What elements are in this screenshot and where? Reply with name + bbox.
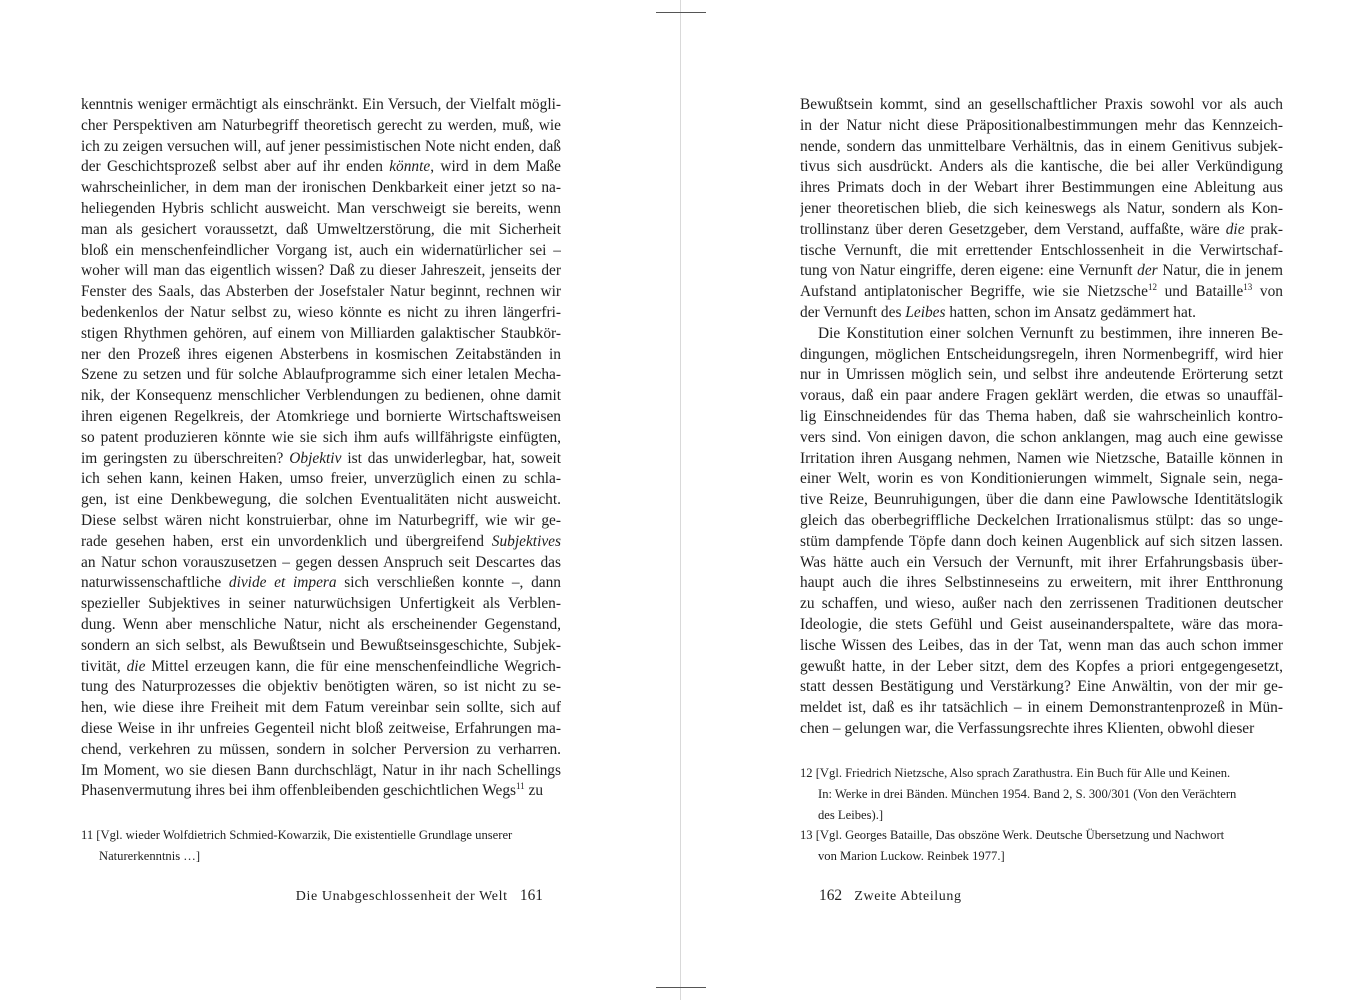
footnote-13-line-1: 13 [Vgl. Georges Bataille, Das obszöne Werk. Deutsche Übersetzung und Nachwort [800, 828, 1225, 843]
left-line: Im Moment, wo sie diesen Bann durchschlägt, Natur in ihr nach Schellings [81, 761, 561, 779]
right-line: gleich das oberbegriffliche Deckelchen Irrationalismus stülpt: das so unge- [800, 511, 1283, 529]
right-line: lig Einschneidendes für das Thema haben, daß sie wahrscheinlich kontro- [800, 407, 1283, 425]
left-line: diese Weise in ihr unfreies Gegenteil nicht bloß zeitweise, Erfahrungen ma- [81, 719, 561, 737]
left-line: der Geschichtsprozeß selbst aber auf ihr enden könnte, wird in dem Maße [81, 158, 561, 176]
left-line: Fenster des Saals, das Absterben der Josefstaler Natur beginnt, rechnen wir [81, 283, 561, 301]
left-line: ich sehen kann, keinen Haken, umso freier, unverzüglich einen zu schla- [81, 470, 561, 488]
right-line: tische Vernunft, die mit errettender Entschlossenheit in die Verwirtschaf- [800, 241, 1283, 259]
left-line: so patent produzieren könnte wie sie sich ihm aufs willfährigste einfügten, [81, 428, 561, 446]
right-line: Was hätte auch ein Versuch der Vernunft, mit ihrer Erfahrungsbasis über- [800, 553, 1283, 571]
left-page [81, 95, 561, 802]
right-line: nende, sondern das unmittelbare Verhältnis, das in einem Genitivus subjek- [800, 137, 1283, 155]
right-line: tung von Natur eingriffe, deren eigene: eine Vernunft der Natur, die in jenem [800, 262, 1283, 280]
right-line: der Vernunft des Leibes hatten, schon im Ansatz gedämmert hat. [800, 303, 1196, 321]
left-line: man als gesichert voraussetzt, daß Umweltzerstörung, die mit Sicherheit [81, 220, 561, 238]
running-head-right: Zweite Abteilung [854, 889, 962, 904]
right-line: einer Welt, worin es von Konditionierungen wimmelt, Signale sein, nega- [800, 470, 1283, 488]
left-line: woher will man das eigentlich wissen? Daß zu dieser Jahreszeit, jenseits der [81, 262, 561, 280]
right-line: voraus, daß ein paar andere Fragen geklärt werden, die etwas so unauffäl- [800, 387, 1283, 405]
footnote-12-line-3: des Leibes).] [818, 807, 884, 822]
left-line: kenntnis weniger ermächtigt als einschränkt. Ein Versuch, der Vielfalt mögli- [81, 96, 561, 113]
left-line: Diese selbst wären nicht konstruierbar, ohne im Naturbegriff, wie wir ge- [81, 511, 561, 529]
left-line: wahrscheinlicher, in dem man der ironischen Denkbarkeit einer jetzt so na- [81, 179, 561, 197]
left-line: Szene zu setzen und für solche Ablaufprogramme sich einer letalen Mecha- [81, 366, 561, 384]
footnote-11-line-1: 11 [Vgl. wieder Wolfdietrich Schmied-Kowarzik, Die existentielle Grundlage unserer [81, 828, 513, 842]
left-line: ich zu zeigen versuchen will, auf jener pessimistischen Note nicht enden, daß [81, 137, 561, 155]
right-page [800, 95, 1283, 740]
left-page-folio [296, 887, 543, 905]
right-line: Ideologie, die stets Gefühl und Geist auseinanderspaltete, wäre das mora- [800, 615, 1283, 633]
page-number-162: 162 [819, 887, 843, 904]
left-line: im geringsten zu überschreiten? Objektiv ist das unwiderlegbar, hat, soweit [81, 449, 561, 467]
right-line: stüm dampfende Töpfe dann doch keinen Augenblick auf sich sitzen lassen. [800, 532, 1283, 550]
right-line: ihres Primats doch in der Webart ihrer Bestimmungen eine Ableitung aus [800, 179, 1283, 197]
footnote-12-line-2: In: Werke in drei Bänden. München 1954. Band 2, S. 300/301 (Von den Verächtern [818, 786, 1237, 801]
left-line: cher Perspektiven am Naturbegriff theoretisch gerecht zu werden, muß, wie [81, 116, 561, 134]
left-line: naturwissenschaftliche divide et impera sich verschließen konnte –, dann [81, 574, 561, 592]
right-page-body-text [800, 95, 1283, 740]
crop-mark-bottom [656, 987, 706, 988]
right-line: statt dessen Bestätigung und Verstärkung? Eine Anwältin, von der mir ge- [800, 678, 1283, 696]
right-line: trollinstanz über deren Gesetzgeber, dem Verstand, auffaßte, wäre die prak- [800, 220, 1283, 238]
right-line: Irritation ihren Ausgang nehmen, Namen wie Nietzsche, Bataille können in [800, 449, 1283, 467]
right-line: tivus sich ausdrückt. Anders als die kantische, die bei aller Verkündigung [800, 158, 1283, 176]
right-line: lische Wissen des Leibes, das in der Tat, wenn man das auch schon immer [800, 636, 1283, 654]
right-line: zu schaffen, und wieso, außer nach den zerrissenen Traditionen deutscher [800, 595, 1283, 613]
footnote-12-line-1: 12 [Vgl. Friedrich Nietzsche, Also sprach Zarathustra. Ein Buch für Alle und Keinen. [800, 766, 1231, 780]
left-line: tivität, die Mittel erzeugen kann, die für eine menschenfeindliche Wegrich- [81, 657, 561, 675]
right-line: in der Natur nicht diese Präpositionalbestimmungen mehr das Kennzeich- [800, 116, 1283, 134]
right-line: gewußt hatte, in der Leber sitzt, dem des Kopfes a priori entgegengesetzt, [800, 657, 1283, 675]
left-line: an Natur schon vorauszusetzen – gegen dessen Anspruch seit Descartes das [81, 553, 561, 571]
right-line: Bewußtsein kommt, sind an gesellschaftlicher Praxis sowohl vor als auch [800, 96, 1283, 113]
left-line: ner den Prozeß ihres eigenen Absterbens in kosmischen Zeitabständen in [81, 345, 561, 363]
left-line: nik, der Konsequenz menschlicher Verblendungen zu bedienen, ohne damit [81, 387, 561, 405]
left-line: rade gesehen haben, erst ein unvordenklich und übergreifend Subjektives [81, 532, 561, 550]
left-line: heliegenden Hybris schlicht ausweicht. Man verschweigt sie bereits, wenn [81, 199, 561, 217]
left-line: bloß ein menschenfeindlicher Vorgang ist, auch ein widernatürlicher sei – [81, 241, 561, 259]
page-number-161: 161 [519, 887, 543, 904]
left-line: dung. Wenn aber menschliche Natur, nicht als erscheinender Gegenstand, [81, 615, 561, 633]
left-line: bedenkenlos der Natur selbst zu, wieso könnte es nicht zu ihren längerfri- [81, 303, 561, 321]
right-page-folio [819, 887, 962, 905]
left-page-body-text [81, 95, 561, 802]
right-page-footnotes [800, 763, 1283, 867]
right-line: tive Reize, Beunruhigungen, über die dann eine Pawlowsche Identitätslogik [800, 491, 1283, 509]
right-line: Die Konstitution einer solchen Vernunft zu bestimmen, ihre inneren Be- [818, 324, 1283, 342]
left-line: tung des Naturprozesses die objektiv benötigten wären, so ist nicht zu se- [81, 678, 561, 696]
left-line: hen, wie diese ihre Freiheit mit dem Fatum vereinbar sein sollte, sich auf [81, 699, 561, 717]
left-line: ihren eigenen Regelkreis, der Atomkriege und bornierte Wirtschaftsweisen [81, 407, 561, 425]
left-line: gen, ist eine Denkbewegung, die solchen Eventualitäten nicht ausweicht. [81, 491, 561, 509]
footnote-13-line-2: von Marion Luckow. Reinbek 1977.] [818, 849, 1005, 864]
right-line: dingungen, möglichen Entscheidungsregeln, ihren Normenbegriff, wird hier [800, 345, 1283, 363]
right-line: chen – gelungen war, die Verfassungsrechte ihres Klienten, obwohl dieser [800, 719, 1255, 737]
right-line: Aufstand antiplatonischer Begriffe, wie sie Nietzsche$^{12}$ und Bataille$^{13}$ von [800, 282, 1283, 301]
left-page-footnotes [81, 825, 551, 867]
crop-mark-top [656, 12, 706, 13]
left-line: sondern an sich selbst, als Bewußtsein und Bewußtseinsgeschichte, Subjek- [81, 636, 561, 654]
running-head-left: Die Unabgeschlossenheit der Welt [295, 889, 508, 904]
gutter-line [680, 0, 681, 1000]
right-line: vers sind. Von einigen davon, die schon anklangen, mag auch eine gewisse [800, 428, 1283, 446]
left-line: chend, verkehren zu müssen, sondern in solcher Perversion zu verharren. [81, 740, 561, 758]
right-line: meldet ist, daß es ihr tatsächlich – in einem Demonstrantenprozeß in Mün- [800, 699, 1283, 717]
right-line: jener theoretischen blieb, die sich keineswegs als Natur, sondern als Kon- [800, 199, 1283, 217]
right-line: haupt auch die ihres Selbstinneseins zu erweitern, mit ihrer Entthronung [800, 574, 1283, 592]
footnote-11-line-2: Naturerkenntnis …] [99, 848, 201, 863]
left-line: Phasenvermutung ihres bei ihm offenbleibenden geschichtlichen Wegs$^{11}$ zu [81, 781, 544, 800]
left-line: spezieller Subjektives in seiner naturwüchsigen Unfertigkeit als Verblen- [81, 595, 561, 613]
right-line: nur in Umrissen möglich sein, und selbst ihre andeutende Erörterung setzt [800, 366, 1283, 384]
left-line: stigen Rhythmen gehören, auf einem von Milliarden galaktischer Staubkör- [81, 324, 561, 342]
